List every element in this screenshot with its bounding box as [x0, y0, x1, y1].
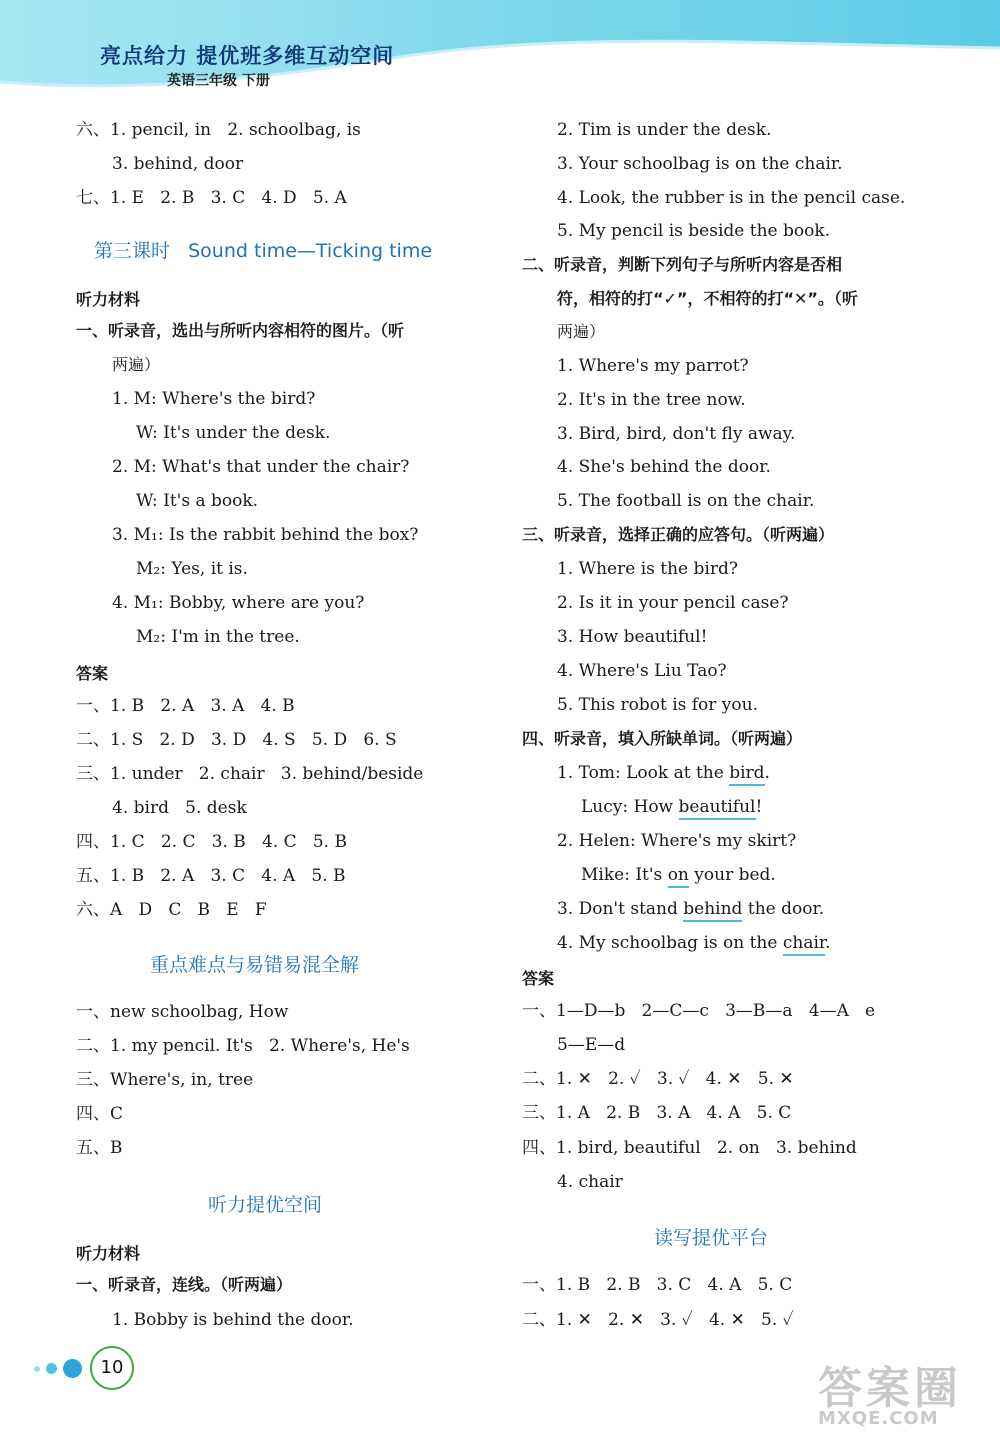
- dialogue-line: 2. Tim is under the desk.: [557, 120, 772, 140]
- section-title: 第三课时 Sound time—Ticking time: [94, 240, 433, 262]
- dialogue-line: 4. M₁: Bobby, where are you?: [112, 593, 365, 613]
- fill-in-line: [581, 795, 762, 819]
- header-title: 亮点给力 提优班多维互动空间: [100, 44, 395, 68]
- answer-line: 四、1. C 2. C 3. B 4. C 5. B: [76, 832, 347, 852]
- decor-dot: [63, 1359, 82, 1378]
- fill-in-line: [581, 863, 776, 887]
- answer-line: 一、1. B 2. A 3. A 4. B: [76, 696, 295, 716]
- question-heading: 一、听录音，连线。（听两遍）: [76, 1275, 293, 1294]
- decor-dot: [34, 1366, 40, 1372]
- answer-line: 七、1. E 2. B 3. C 4. D 5. A: [76, 188, 347, 208]
- question-heading: 三、听录音，选择正确的应答句。（听两遍）: [522, 525, 835, 544]
- dialogue-line: W: It's a book.: [136, 491, 259, 511]
- answer-line: 一、1—D—b 2—C—c 3—B—a 4—A e: [522, 1001, 876, 1021]
- dialogue-line: 2. M: What's that under the chair?: [112, 457, 410, 477]
- dialogue-line: 5. This robot is for you.: [557, 695, 759, 715]
- dialogue-line: 4. Look, the rubber is in the pencil case.: [557, 188, 906, 208]
- question-heading: 两遍）: [112, 355, 161, 374]
- line-text: .: [764, 763, 770, 783]
- line-text: .: [825, 933, 831, 953]
- filled-word: on: [668, 865, 689, 888]
- answer-line: 4. bird 5. desk: [112, 798, 247, 818]
- fill-in-line: [557, 931, 831, 955]
- answer-line: 二、1. ✕ 2. ✕ 3. ✓ 4. ✕ 5. ✓: [522, 1310, 794, 1330]
- answer-line: 三、1. A 2. B 3. A 4. A 5. C: [522, 1103, 792, 1123]
- line-text: !: [755, 797, 763, 817]
- filled-word: bird: [729, 763, 764, 786]
- answer-line: 六、1. pencil, in 2. schoolbag, is: [76, 120, 361, 140]
- dialogue-line: M₂: I'm in the tree.: [136, 627, 300, 647]
- answer-line: 五、1. B 2. A 3. C 4. A 5. B: [76, 866, 346, 886]
- answer-line: 三、Where's, in, tree: [76, 1070, 254, 1090]
- watermark-logo: [800, 1352, 980, 1434]
- answer-line: 5—E—d: [557, 1035, 626, 1055]
- dialogue-line: W: It's under the desk.: [136, 423, 331, 443]
- question-heading: 二、听录音，判断下列句子与所听内容是否相: [522, 255, 843, 274]
- label-answer: 答案: [522, 969, 555, 988]
- dialogue-line: 2. Helen: Where's my skirt?: [557, 831, 797, 851]
- line-text: the door.: [742, 899, 825, 919]
- dialogue-line: M₂: Yes, it is.: [136, 559, 248, 579]
- decor-dot: [46, 1363, 57, 1374]
- answer-line: 四、1. bird, beautiful 2. on 3. behind: [522, 1138, 857, 1158]
- label-listening-material: 听力材料: [76, 1244, 141, 1263]
- dialogue-line: 5. The football is on the chair.: [557, 491, 815, 511]
- line-text: 3. Don't stand: [557, 899, 684, 919]
- filled-word: chair: [783, 933, 825, 956]
- line-text: your bed.: [688, 865, 776, 885]
- page-footer: [30, 1344, 140, 1394]
- fill-in-line: [557, 897, 824, 921]
- answer-line: 二、1. S 2. D 3. D 4. S 5. D 6. S: [76, 730, 397, 750]
- label-answer: 答案: [76, 664, 109, 683]
- question-heading: 符，相符的打“✓”，不相符的打“✕”。（听: [557, 289, 858, 308]
- dialogue-line: 2. It's in the tree now.: [557, 390, 746, 410]
- dialogue-line: 3. M₁: Is the rabbit behind the box?: [112, 525, 419, 545]
- watermark-text: 答案圈: [818, 1363, 962, 1414]
- answer-line: 二、1. my pencil. It's 2. Where's, He's: [76, 1036, 410, 1056]
- answer-line: 六、A D C B E F: [76, 900, 267, 920]
- dialogue-line: 3. Bird, bird, don't fly away.: [557, 424, 796, 444]
- dialogue-line: 1. Where is the bird?: [557, 559, 738, 579]
- answer-line: 一、new schoolbag, How: [76, 1002, 289, 1022]
- question-heading: 一、听录音，选出与所听内容相符的图片。（听: [76, 321, 405, 340]
- answer-line: 三、1. under 2. chair 3. behind/beside: [76, 764, 424, 784]
- question-heading: 四、听录音，填入所缺单词。（听两遍）: [522, 729, 803, 748]
- dialogue-line: 3. How beautiful!: [557, 627, 708, 647]
- dialogue-line: 4. Where's Liu Tao?: [557, 661, 727, 681]
- line-text: 4. My schoolbag is on the: [557, 933, 783, 953]
- page-number: 10: [90, 1346, 134, 1390]
- fill-in-line: [557, 761, 770, 785]
- line-text: Mike: It's: [581, 865, 668, 885]
- answer-line: 五、B: [76, 1138, 123, 1158]
- line-text: Lucy: How: [581, 797, 679, 817]
- dialogue-line: 3. Your schoolbag is on the chair.: [557, 154, 843, 174]
- filled-word: behind: [683, 899, 742, 922]
- section-title: 读写提优平台: [654, 1227, 769, 1249]
- section-title: 听力提优空间: [208, 1194, 323, 1216]
- answer-line: 四、C: [76, 1104, 124, 1124]
- dialogue-line: 5. My pencil is beside the book.: [557, 221, 831, 241]
- answer-line: 4. chair: [557, 1172, 623, 1192]
- question-heading: 两遍）: [557, 322, 606, 341]
- watermark-url: MXQE.COM: [818, 1408, 939, 1429]
- dialogue-line: 2. Is it in your pencil case?: [557, 593, 789, 613]
- dialogue-line: 4. She's behind the door.: [557, 457, 771, 477]
- dialogue-line: 1. Where's my parrot?: [557, 356, 749, 376]
- section-title: 重点难点与易错易混全解: [150, 954, 360, 976]
- dialogue-line: 1. M: Where's the bird?: [112, 389, 316, 409]
- label-listening-material: 听力材料: [76, 290, 141, 309]
- answer-line: 二、1. ✕ 2. ✓ 3. ✓ 4. ✕ 5. ✕: [522, 1069, 794, 1089]
- answer-line: 一、1. B 2. B 3. C 4. A 5. C: [522, 1275, 793, 1295]
- line-text: 1. Tom: Look at the: [557, 763, 730, 783]
- answer-line: 3. behind, door: [112, 154, 244, 174]
- page-header: [0, 0, 1000, 104]
- header-subtitle: 英语三年级 下册: [167, 73, 270, 89]
- filled-word: beautiful: [679, 797, 756, 820]
- dialogue-line: 1. Bobby is behind the door.: [112, 1310, 354, 1330]
